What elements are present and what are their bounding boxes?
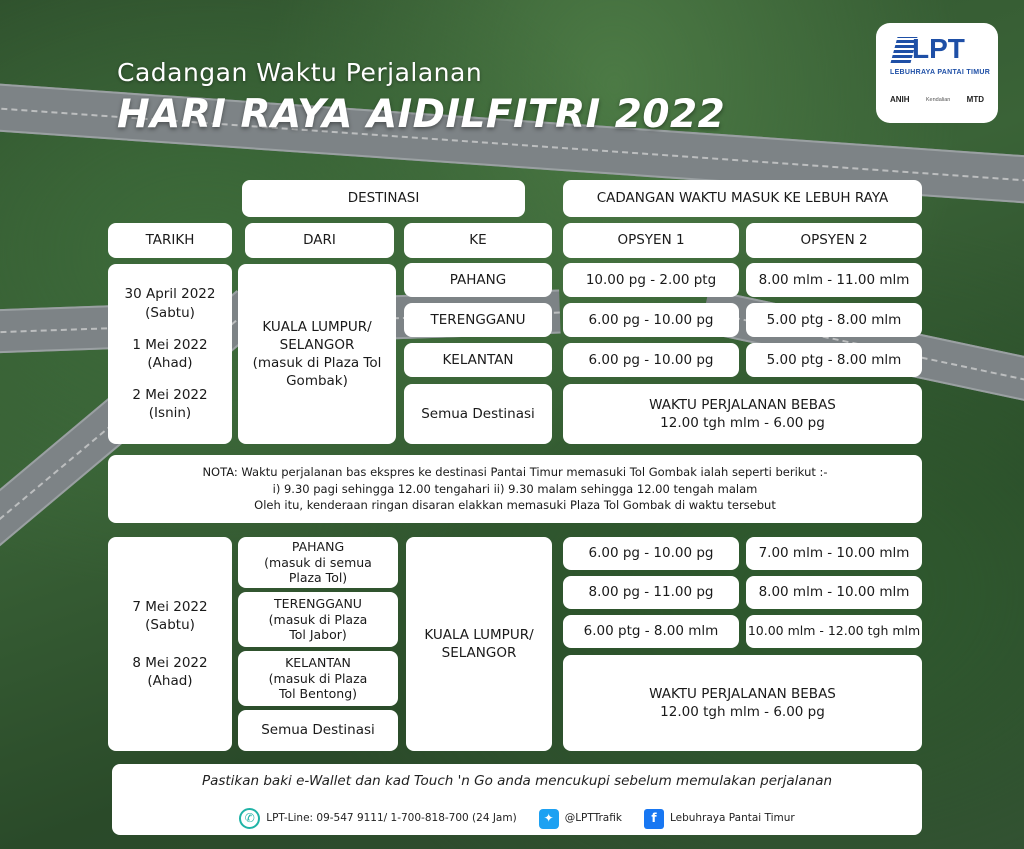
dest-pahang: PAHANG [404, 263, 552, 297]
note-box [108, 455, 922, 523]
opt2-cell: 5.00 ptg - 8.00 mlm [746, 343, 922, 377]
date-text: 7 Mei 2022 [132, 598, 208, 615]
opt1-cell: 6.00 pg - 10.00 pg [563, 303, 739, 337]
free-travel-time: 12.00 tgh mlm - 6.00 pg [660, 704, 825, 720]
section1-free-travel [563, 384, 922, 444]
dest-kelantan: KELANTAN [404, 343, 552, 377]
section1-origin [238, 264, 396, 444]
twitter-text: @LPTTrafik [564, 812, 622, 825]
footer-box [112, 764, 922, 835]
opt1-cell: 6.00 pg - 10.00 pg [563, 537, 739, 570]
origin-line: SELANGOR [279, 336, 355, 353]
destination-line: SELANGOR [441, 645, 517, 661]
phone-icon: ✆ [239, 808, 260, 829]
logo-name: LEBUHRAYA PANTAI TIMUR [890, 69, 991, 76]
origin-note: (masuk di Plaza [268, 670, 368, 686]
section2-dates [108, 537, 232, 751]
origin-note: Plaza Tol) [288, 570, 348, 586]
origin-note: (masuk di semua [264, 554, 372, 570]
opt2-cell: 7.00 mlm - 10.00 mlm [746, 537, 922, 570]
opt2-cell: 5.00 ptg - 8.00 mlm [746, 303, 922, 337]
day-text: (Sabtu) [145, 304, 195, 321]
header-subtitle: Cadangan Waktu Perjalanan [117, 58, 483, 87]
header-destinasi: DESTINASI [242, 180, 525, 217]
free-travel-title: WAKTU PERJALANAN BEBAS [649, 685, 836, 702]
day-text: (Ahad) [147, 673, 193, 690]
section2-free-travel [563, 655, 922, 751]
origin-kelantan [238, 651, 398, 706]
header-dari: DARI [245, 223, 394, 258]
origin-name: KELANTAN [285, 655, 351, 671]
opt2-cell: 10.00 mlm - 12.00 tgh mlm [746, 615, 922, 648]
contact-phone[interactable] [239, 808, 516, 829]
date-text: 30 April 2022 [124, 286, 216, 303]
note-line: i) 9.30 pagi sehingga 12.00 tengahari ii) 9.30 malam sehingga 12.00 tengah malam [272, 481, 758, 496]
dest-semua: Semua Destinasi [404, 384, 552, 444]
facebook-text: Lebuhraya Pantai Timur [669, 812, 795, 825]
logo-brand: LPT [912, 33, 965, 64]
note-line: NOTA: Waktu perjalanan bas ekspres ke destinasi Pantai Timur memasuki Tol Gombak ialah seperti berikut :- [202, 464, 828, 479]
opt1-cell: 8.00 pg - 11.00 pg [563, 576, 739, 609]
origin-line: KUALA LUMPUR/ [262, 318, 372, 335]
logo-partner-mid: Kendalian [925, 96, 951, 103]
opt1-cell: 10.00 pg - 2.00 ptg [563, 263, 739, 297]
date-text: 2 Mei 2022 [132, 387, 208, 404]
contact-facebook[interactable] [644, 809, 795, 829]
header-opsyen2: OPSYEN 2 [746, 223, 922, 258]
logo-partners [890, 95, 984, 104]
date-text: 1 Mei 2022 [132, 336, 208, 353]
header-ke: KE [404, 223, 552, 258]
origin-pahang [238, 537, 398, 588]
origin-name: PAHANG [291, 539, 345, 555]
origin-name: TERENGGANU [274, 596, 362, 612]
dest-terengganu: TERENGGANU [404, 303, 552, 337]
logo-partner-left: ANIH [890, 95, 910, 104]
origin-semua: Semua Destinasi [238, 710, 398, 751]
header-opsyen1: OPSYEN 1 [563, 223, 739, 258]
origin-note: Tol Bentong) [278, 686, 358, 702]
section2-destination [406, 537, 552, 751]
day-text: (Ahad) [147, 355, 193, 371]
phone-text: LPT-Line: 09-547 9111/ 1-700-818-700 (24 Jam) [266, 812, 517, 825]
opt2-cell: 8.00 mlm - 11.00 mlm [746, 263, 922, 297]
origin-line: Gombak) [286, 373, 348, 390]
origin-note: Tol Jabor) [289, 627, 347, 643]
opt2-cell: 8.00 mlm - 10.00 mlm [746, 576, 922, 609]
section1-dates [108, 264, 232, 444]
free-travel-title: WAKTU PERJALANAN BEBAS [649, 396, 836, 413]
free-travel-time: 12.00 tgh mlm - 6.00 pg [660, 415, 825, 431]
header-tarikh: TARIKH [108, 223, 232, 258]
logo-partner-right: MTD [966, 95, 984, 104]
lpt-logo [876, 23, 998, 123]
day-text: (Sabtu) [145, 616, 195, 633]
note-line: Oleh itu, kenderaan ringan disaran elakkan memasuki Plaza Tol Gombak di waktu tersebut [254, 498, 776, 513]
opt1-cell: 6.00 pg - 10.00 pg [563, 343, 739, 377]
facebook-icon: f [644, 809, 664, 829]
header-cadangan: CADANGAN WAKTU MASUK KE LEBUH RAYA [563, 180, 922, 217]
origin-line: (masuk di Plaza Tol [252, 355, 382, 371]
footer-contacts [112, 808, 922, 829]
contact-twitter[interactable] [539, 809, 622, 829]
origin-terengganu [238, 592, 398, 647]
twitter-icon: ✦ [539, 809, 559, 829]
origin-note: (masuk di Plaza [268, 611, 368, 627]
footer-tagline: Pastikan baki e-Wallet dan kad Touch 'n Go anda mencukupi sebelum memulakan perjalanan [201, 773, 833, 789]
header-title: HARI RAYA AIDILFITRI 2022 [117, 92, 726, 137]
opt1-cell: 6.00 ptg - 8.00 mlm [563, 615, 739, 648]
date-text: 8 Mei 2022 [132, 655, 208, 671]
day-text: (Isnin) [148, 405, 192, 422]
destination-line: KUALA LUMPUR/ [424, 626, 534, 643]
